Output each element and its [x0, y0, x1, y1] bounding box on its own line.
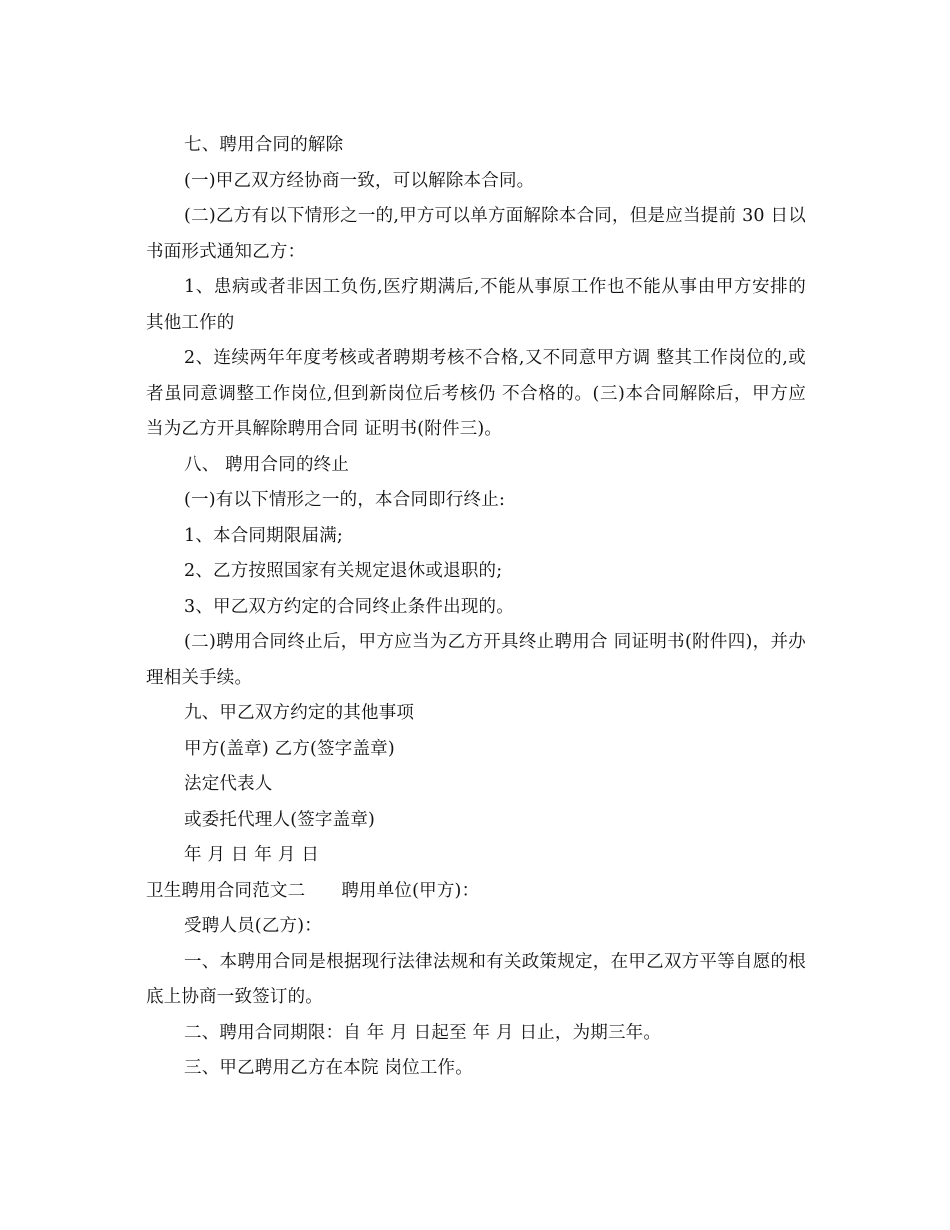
- legal-representative-label: 法定代表人: [184, 774, 273, 794]
- paragraph: 二、聘用合同期限：自 年 月 日起至 年 月 日止，为期三年。: [184, 1022, 662, 1043]
- signature-parties: 甲方(盖章) 乙方(签字盖章): [184, 738, 395, 759]
- list-item: 1、本合同期限届满;: [184, 525, 344, 546]
- paragraph: 2、连续两年年度考核或者聘期考核不合格,又不同意甲方调 整其工作岗位的,或者虽同意调整工作岗位,但到新岗位后考核仍 不合格的。(三)本合同解除后，甲方应当为乙方开具解除聘用合同 证明书(附件三)。: [146, 348, 806, 439]
- paragraph: (二)聘用合同终止后，甲方应当为乙方开具终止聘用合 同证明书(附件四)，并办理相关手续。: [146, 632, 806, 688]
- second-contract-title: 卫生聘用合同范文二: [146, 880, 306, 901]
- paragraph: (一)甲乙双方经协商一致，可以解除本合同。: [184, 170, 535, 191]
- authorized-agent-label: 或委托代理人(签字盖章): [184, 809, 376, 830]
- section-heading-expiry: 八、 聘用合同的终止: [184, 454, 350, 475]
- paragraph: 一、本聘用合同是根据现行法律法规和有关政策规定，在甲乙双方平等自愿的根底上协商一致签订的。: [146, 951, 806, 1007]
- paragraph: 三、甲乙聘用乙方在本院 岗位工作。: [184, 1058, 473, 1078]
- employer-label: 聘用单位(甲方)：: [341, 880, 480, 901]
- document-body: [146, 128, 806, 1087]
- list-item: 3、甲乙双方约定的合同终止条件出现的。: [184, 596, 514, 617]
- list-item: 2、乙方按照国家有关规定退休或退职的;: [184, 561, 503, 581]
- second-contract-heading-line: [146, 874, 806, 910]
- section-heading-other-matters: 九、甲乙双方约定的其他事项: [184, 703, 415, 723]
- signature-dates: 年 月 日 年 月 日: [184, 845, 320, 865]
- section-heading-termination: 七、聘用合同的解除: [184, 135, 344, 155]
- paragraph: (一)有以下情形之一的，本合同即行终止:: [184, 490, 506, 510]
- employee-label: 受聘人员(乙方)：: [184, 916, 322, 936]
- paragraph: 1、患病或者非因工负伤,医疗期满后,不能从事原工作也不能从事由甲方安排的其他工作的: [146, 277, 806, 333]
- paragraph: (二)乙方有以下情形之一的,甲方可以单方面解除本合同，但是应当提前 30 日以书面形式通知乙方：: [146, 206, 806, 262]
